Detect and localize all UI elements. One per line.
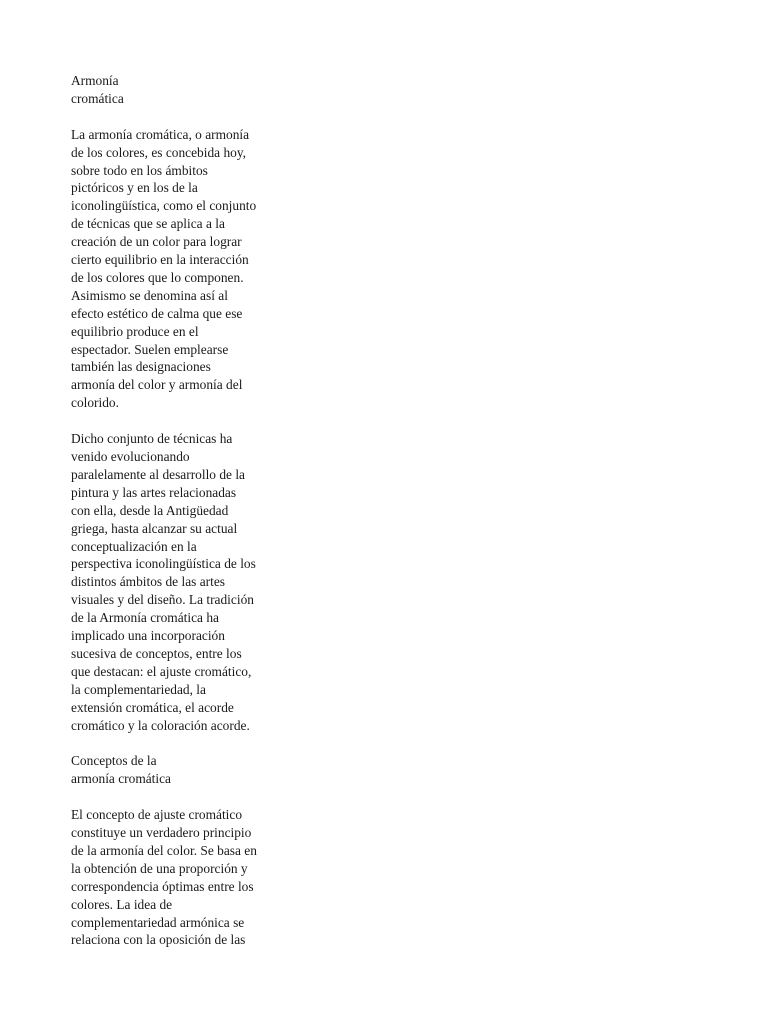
heading-line: Conceptos de la — [71, 753, 157, 769]
text-line: efecto estético de calma que ese — [71, 305, 243, 321]
text-line: perspectiva iconolingüística de los — [71, 556, 256, 572]
text-line: correspondencia óptimas entre los — [71, 878, 254, 894]
text-line: de técnicas que se aplica a la — [71, 216, 225, 232]
text-line: Dicho conjunto de técnicas ha — [71, 431, 233, 447]
text-line: armonía del color y armonía del — [71, 377, 243, 393]
text-line: complementariedad armónica se — [71, 914, 245, 930]
text-line: relaciona con la oposición de las — [71, 932, 246, 948]
text-line: pintura y las artes relacionadas — [71, 484, 237, 500]
text-line: visuales y del diseño. La tradición — [71, 592, 254, 608]
text-line: venido evolucionando — [71, 449, 190, 464]
text-line: implicado una incorporación — [71, 628, 225, 644]
text-line: sobre todo en los ámbitos — [71, 162, 208, 178]
text-line: constituye un verdadero principio — [71, 825, 252, 840]
paragraph-armonia-definition — [71, 126, 301, 413]
text-line: Asimismo se denomina así al — [71, 287, 228, 303]
text-line: espectador. Suelen emplearse — [71, 341, 229, 357]
heading-line: armonía cromática — [71, 771, 172, 787]
text-line: El concepto de ajuste cromático — [71, 807, 243, 823]
text-line: paralelamente al desarrollo de la — [71, 466, 245, 482]
document-text-column — [71, 72, 301, 949]
text-line: que destacan: el ajuste cromático, — [71, 663, 252, 679]
text-line: sucesiva de conceptos, entre los — [71, 645, 242, 661]
text-line: cierto equilibrio en la interacción — [71, 252, 249, 268]
text-line: con ella, desde la Antigüedad — [71, 502, 229, 518]
paragraph-gap — [71, 108, 301, 126]
text-line: la obtención de una proporción y — [71, 860, 248, 876]
paragraph-evolution — [71, 430, 301, 734]
text-line: distintos ámbitos de las artes — [71, 574, 225, 590]
text-line: cromático y la coloración acorde. — [71, 717, 250, 733]
text-line: colores. La idea de — [71, 896, 173, 912]
section-heading-conceptos — [71, 752, 301, 788]
text-line: griega, hasta alcanzar su actual — [71, 520, 238, 536]
text-line: extensión cromática, el acorde — [71, 699, 234, 715]
text-line: pictóricos y en los de la — [71, 180, 198, 196]
text-line: de los colores que lo componen. — [71, 269, 244, 285]
text-line: La armonía cromática, o armonía — [71, 126, 250, 142]
text-line: de los colores, es concebida hoy, — [71, 144, 247, 160]
text-line: también las designaciones — [71, 359, 211, 375]
title-line: cromática — [71, 90, 124, 106]
paragraph-ajuste-cromatico — [71, 806, 301, 949]
document-title — [71, 72, 301, 108]
text-line: creación de un color para lograr — [71, 234, 242, 250]
paragraph-gap — [71, 735, 301, 753]
text-line: de la armonía del color. Se basa en — [71, 842, 257, 858]
text-line: colorido. — [71, 395, 119, 411]
paragraph-gap — [71, 788, 301, 806]
paragraph-gap — [71, 412, 301, 430]
text-line: equilibrio produce en el — [71, 323, 199, 339]
text-line: de la Armonía cromática ha — [71, 610, 219, 626]
title-line: Armonía — [71, 73, 119, 88]
text-line: conceptualización en la — [71, 538, 197, 554]
text-line: iconolingüística, como el conjunto — [71, 198, 257, 214]
text-line: la complementariedad, la — [71, 681, 206, 697]
